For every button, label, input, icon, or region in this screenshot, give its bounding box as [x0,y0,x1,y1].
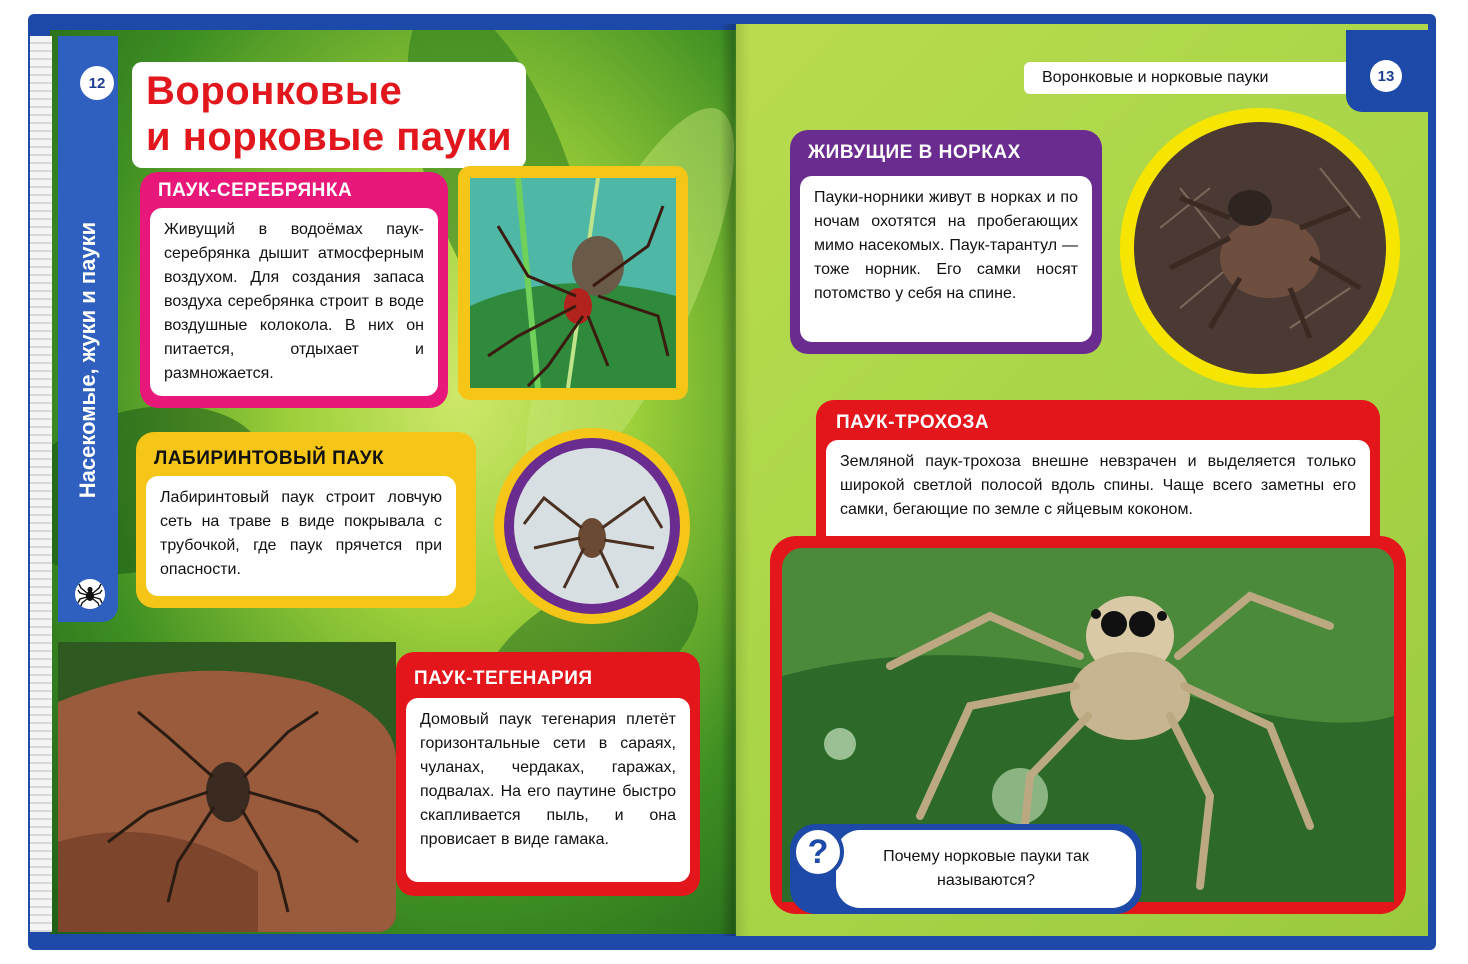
tegenaria-photo [58,642,396,932]
page-title: Воронковые и норковые пауки [132,62,526,168]
tarantula-photo [1120,108,1400,388]
trochosa-title: ПАУК-ТРОХОЗА [836,412,990,433]
burrow-title: ЖИВУЩИЕ В НОРКАХ [808,142,1021,163]
question-mark-icon: ? [792,826,844,878]
spider-icon [72,576,108,612]
labyrinth-spider-text: Лабиринтовый паук строит ловчую сеть на траве в виде покрывала с трубочкой, где паук прячется при опасности. [146,476,456,596]
page-number-right: 13 [1370,60,1402,92]
page-edges [30,36,52,932]
water-spider-title: ПАУК-СЕРЕБРЯНКА [158,180,353,201]
running-header: Воронковые и норковые пауки [1024,62,1374,94]
labyrinth-spider-card [136,432,476,608]
water-spider-photo [458,166,688,400]
section-title: Насекомые, жуки и пауки [75,221,100,499]
tegenaria-card [396,652,700,896]
labyrinth-spider-title: ЛАБИРИНТОВЫЙ ПАУК [154,448,385,469]
question-text: Почему норковые пауки так называются? [836,830,1136,908]
page-number-left: 12 [80,66,114,100]
labyrinth-spider-photo [494,428,690,624]
water-spider-text: Живущий в водоёмах паук-серебрянка дышит атмосферным воздухом. Для создания запаса воздуха серебрянка строит в воде воздушные колокола. В них он питается, отдыхает и размножается. [150,208,438,396]
burrow-text: Пауки-норники живут в норках и по ночам охотятся на пробегающих мимо насекомых. Паук-тарантул — тоже норник. Его самки носят потомство у себя на спине. [800,176,1092,342]
book-gutter [720,24,750,936]
tegenaria-title: ПАУК-ТЕГЕНАРИЯ [414,668,593,689]
water-spider-card [140,172,448,408]
trochosa-text: Земляной паук-трохоза внешне невзрачен и выделяется только широкой светлой полосой вдоль спины. Чаще всего заметны его самки, бегающие по земле с яйцевым коконом. [826,440,1370,546]
tegenaria-text: Домовый паук тегенария плетёт горизонтальные сети в сараях, чуланах, чердаках, гаражах, подвалах. На его паутине быстро скапливается пыль, и она провисает в виде гамака. [406,698,690,882]
trochosa-card [816,400,1380,556]
burrow-card [790,130,1102,354]
